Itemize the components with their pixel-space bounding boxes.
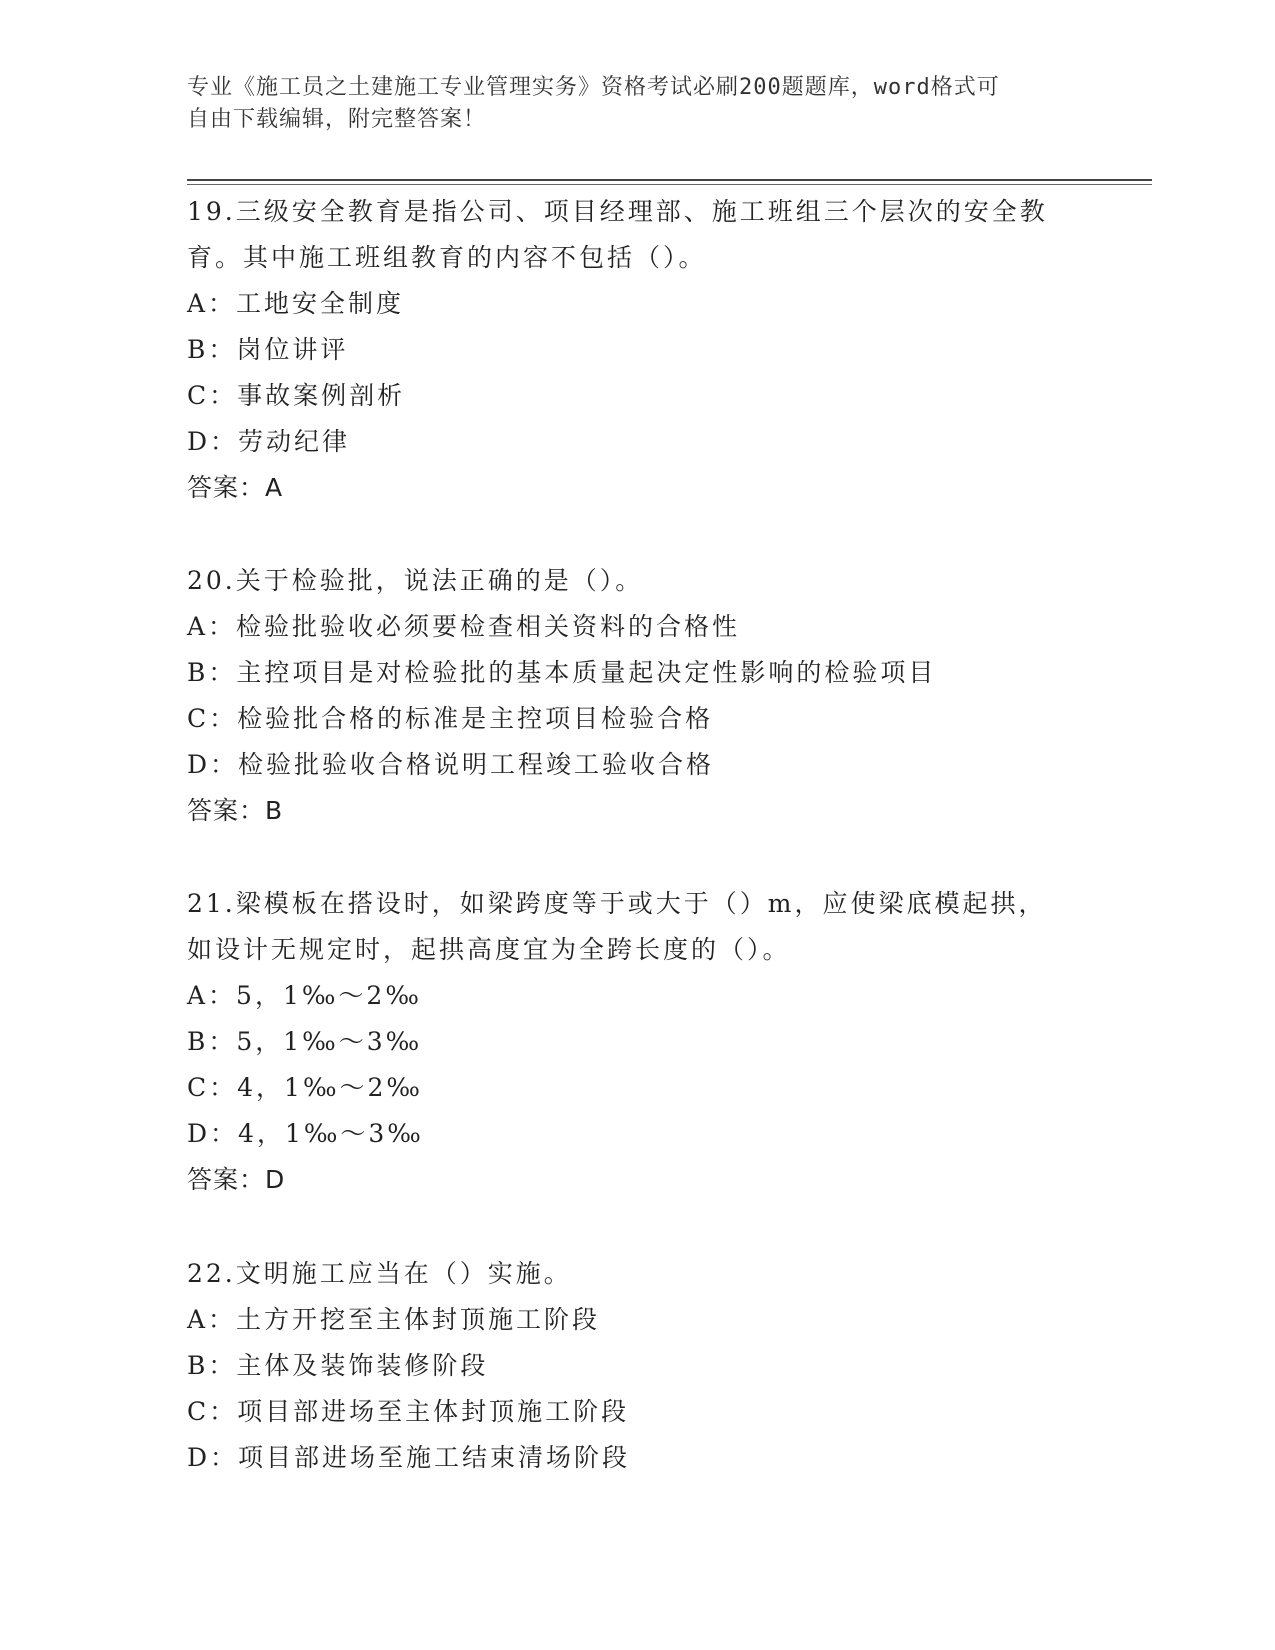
option-b: B：5，1‰～3‰: [187, 1027, 423, 1056]
question-20: [187, 558, 1087, 834]
option-a: A：检验批验收必须要检查相关资料的合格性: [187, 612, 741, 641]
option-d: D：项目部进场至施工结束清场阶段: [187, 1443, 631, 1472]
option-c: C：项目部进场至主体封顶施工阶段: [187, 1397, 630, 1426]
question-19: [187, 189, 1087, 511]
option-d: D：劳动纪律: [187, 427, 351, 456]
header-line-2: 自由下载编辑，附完整答案！: [187, 107, 487, 132]
question-21: [187, 881, 1087, 1203]
option-b: B：岗位讲评: [187, 335, 349, 364]
header-divider-thin: [187, 184, 1152, 185]
question-stem: 19.三级安全教育是指公司、项目经理部、施工班组三个层次的安全教: [187, 197, 1048, 226]
option-a: A：土方开挖至主体封顶施工阶段: [187, 1305, 601, 1334]
option-a: A：工地安全制度: [187, 289, 405, 318]
answer-label: 答案：A: [187, 473, 284, 502]
option-b: B：主体及装饰装修阶段: [187, 1351, 489, 1380]
option-b: B：主控项目是对检验批的基本质量起决定性影响的检验项目: [187, 658, 937, 687]
answer-label: 答案：B: [187, 796, 284, 825]
option-c: C：4，1‰～2‰: [187, 1073, 423, 1102]
header-line-1: 专业《施工员之土建施工专业管理实务》资格考试必刷200题题库，word格式可: [187, 75, 1000, 100]
question-22: [187, 1251, 1087, 1481]
option-d: D：检验批验收合格说明工程竣工验收合格: [187, 750, 715, 779]
option-a: A：5，1‰～2‰: [187, 981, 422, 1010]
option-c: C：事故案例剖析: [187, 381, 406, 410]
question-stem: 20.关于检验批，说法正确的是（）。: [187, 566, 644, 595]
document-header: [187, 72, 1067, 136]
question-stem-continued: 如设计无规定时，起拱高度宜为全跨长度的（）。: [187, 935, 791, 964]
question-stem-continued: 育。其中施工班组教育的内容不包括（）。: [187, 243, 707, 272]
answer-label: 答案：D: [187, 1165, 286, 1194]
option-d: D：4，1‰～3‰: [187, 1119, 424, 1148]
question-stem: 22.文明施工应当在（）实施。: [187, 1259, 572, 1288]
header-divider-thick: [187, 179, 1152, 181]
question-stem: 21.梁模板在搭设时，如梁跨度等于或大于（）m，应使梁底模起拱，: [187, 889, 1047, 918]
option-c: C：检验批合格的标准是主控项目检验合格: [187, 704, 714, 733]
